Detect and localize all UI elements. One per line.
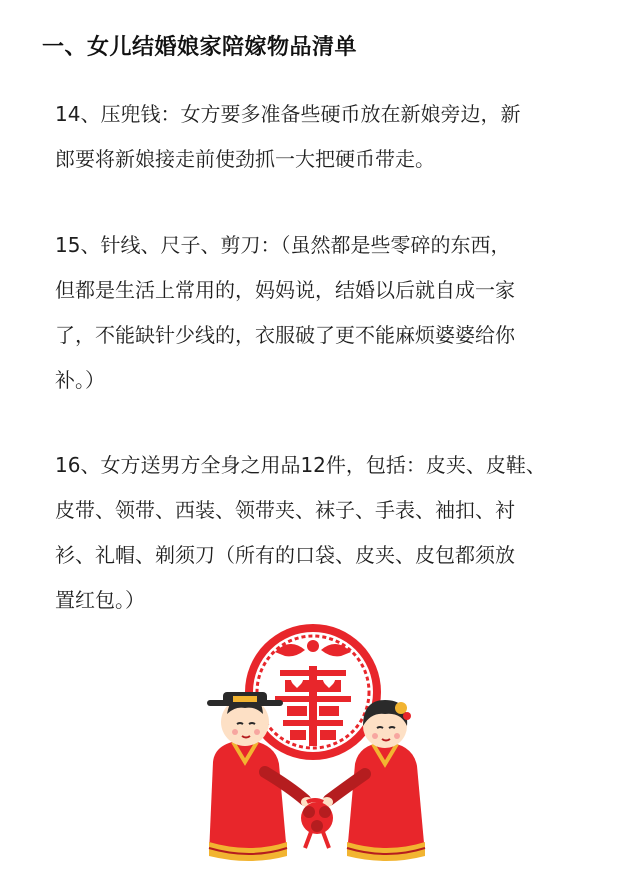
list-item-14 [55, 92, 615, 182]
text-line: 补。） [55, 368, 105, 392]
page-title: 一、女儿结婚娘家陪嫁物品清单 [42, 35, 358, 60]
list-item-16 [55, 443, 615, 623]
text-line: 置红包。） [55, 588, 145, 612]
text-line: 16、女方送男方全身之用品12件，包括：皮夹、皮鞋、 [55, 453, 546, 477]
double-happiness-icon [245, 624, 381, 760]
text-line: 郎要将新娘接走前使劲抓一大把硬币带走。 [55, 147, 435, 171]
text-line: 但都是生活上常用的，妈妈说，结婚以后就自成一家 [55, 278, 515, 302]
red-ribbon-ball-icon [301, 800, 333, 848]
text-line: 了，不能缺针少线的，衣服破了更不能麻烦婆婆给你 [55, 323, 515, 347]
text-line: 15、针线、尺子、剪刀：（虽然都是些零碎的东西， [55, 233, 511, 257]
list-item-15 [55, 223, 615, 403]
wedding-couple-icon [195, 622, 435, 869]
text-line: 衫、礼帽、剃须刀（所有的口袋、皮夹、皮包都须放 [55, 543, 515, 567]
text-line: 14、压兜钱：女方要多准备些硬币放在新娘旁边，新 [55, 102, 521, 126]
text-line: 皮带、领带、西装、领带夹、袜子、手表、袖扣、衬 [55, 498, 515, 522]
